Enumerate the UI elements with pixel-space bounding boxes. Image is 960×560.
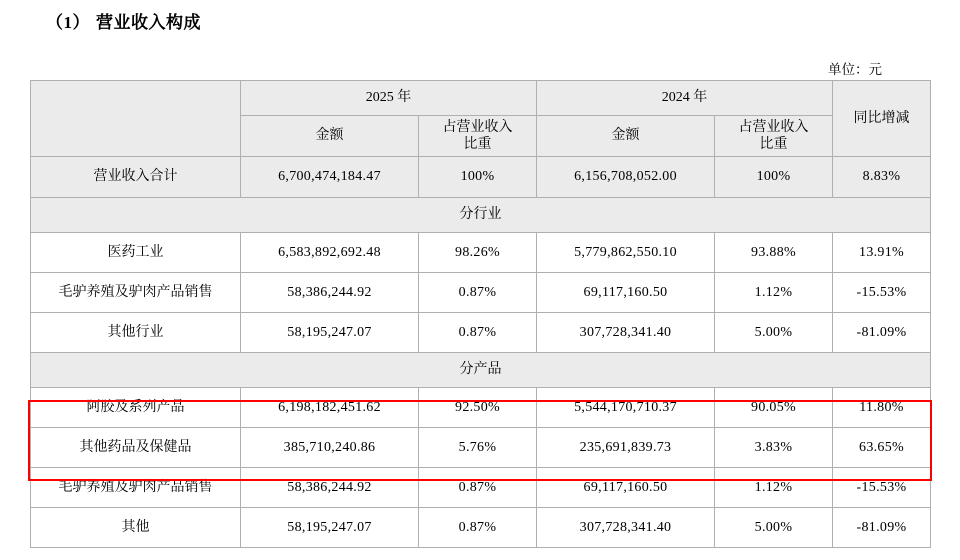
row-ratio-previous: 1.12% bbox=[715, 273, 833, 313]
row-label: 营业收入合计 bbox=[31, 157, 241, 198]
row-yoy: 8.83% bbox=[833, 157, 931, 198]
table-group-row bbox=[31, 353, 931, 388]
header-ratio-previous bbox=[715, 116, 833, 157]
revenue-composition-table bbox=[30, 80, 931, 548]
row-yoy: 63.65% bbox=[833, 428, 931, 468]
row-ratio-previous: 100% bbox=[715, 157, 833, 198]
row-label: 毛驴养殖及驴肉产品销售 bbox=[31, 468, 241, 508]
row-amount-current: 58,386,244.92 bbox=[241, 273, 419, 313]
table-row bbox=[31, 233, 931, 273]
header-corner bbox=[31, 81, 241, 157]
row-amount-current: 385,710,240.86 bbox=[241, 428, 419, 468]
table-group-row bbox=[31, 198, 931, 233]
row-ratio-current: 92.50% bbox=[419, 388, 537, 428]
row-amount-previous: 69,117,160.50 bbox=[537, 468, 715, 508]
header-ratio-previous-line2: 比重 bbox=[759, 137, 788, 152]
row-amount-current: 58,195,247.07 bbox=[241, 313, 419, 353]
row-amount-previous: 307,728,341.40 bbox=[537, 508, 715, 548]
page-title bbox=[46, 8, 201, 33]
table-row bbox=[31, 468, 931, 508]
row-ratio-previous: 5.00% bbox=[715, 313, 833, 353]
section-number: （1） bbox=[46, 13, 90, 32]
row-yoy: -81.09% bbox=[833, 508, 931, 548]
row-ratio-previous: 93.88% bbox=[715, 233, 833, 273]
row-label: 其他药品及保健品 bbox=[31, 428, 241, 468]
row-label: 毛驴养殖及驴肉产品销售 bbox=[31, 273, 241, 313]
table-header-row-1 bbox=[31, 81, 931, 116]
table-row bbox=[31, 388, 931, 428]
row-ratio-current: 5.76% bbox=[419, 428, 537, 468]
row-amount-current: 6,198,182,451.62 bbox=[241, 388, 419, 428]
header-yoy: 同比增减 bbox=[833, 81, 931, 157]
row-ratio-current: 98.26% bbox=[419, 233, 537, 273]
header-amount-current: 金额 bbox=[241, 116, 419, 157]
row-ratio-current: 100% bbox=[419, 157, 537, 198]
row-ratio-current: 0.87% bbox=[419, 313, 537, 353]
row-ratio-previous: 1.12% bbox=[715, 468, 833, 508]
row-label: 阿胶及系列产品 bbox=[31, 388, 241, 428]
row-amount-previous: 69,117,160.50 bbox=[537, 273, 715, 313]
group-label: 分行业 bbox=[31, 198, 931, 233]
row-yoy: 11.80% bbox=[833, 388, 931, 428]
row-ratio-previous: 90.05% bbox=[715, 388, 833, 428]
unit-note: 单位：元 bbox=[828, 62, 882, 77]
row-label: 医药工业 bbox=[31, 233, 241, 273]
table-row bbox=[31, 508, 931, 548]
row-amount-previous: 6,156,708,052.00 bbox=[537, 157, 715, 198]
row-ratio-current: 0.87% bbox=[419, 468, 537, 508]
row-yoy: -15.53% bbox=[833, 273, 931, 313]
header-ratio-current-line2: 比重 bbox=[463, 137, 492, 152]
row-amount-previous: 5,544,170,710.37 bbox=[537, 388, 715, 428]
row-yoy: -81.09% bbox=[833, 313, 931, 353]
table-row bbox=[31, 428, 931, 468]
header-ratio-previous-line1: 占营业收入 bbox=[738, 119, 809, 135]
row-amount-previous: 307,728,341.40 bbox=[537, 313, 715, 353]
row-label: 其他 bbox=[31, 508, 241, 548]
row-yoy: 13.91% bbox=[833, 233, 931, 273]
row-amount-current: 6,700,474,184.47 bbox=[241, 157, 419, 198]
row-amount-previous: 235,691,839.73 bbox=[537, 428, 715, 468]
header-year-previous: 2024 年 bbox=[537, 81, 833, 116]
row-amount-current: 6,583,892,692.48 bbox=[241, 233, 419, 273]
table-row bbox=[31, 273, 931, 313]
row-yoy: -15.53% bbox=[833, 468, 931, 508]
section-title-text: 营业收入构成 bbox=[96, 13, 201, 32]
header-year-current: 2025 年 bbox=[241, 81, 537, 116]
header-amount-previous: 金额 bbox=[537, 116, 715, 157]
row-label: 其他行业 bbox=[31, 313, 241, 353]
row-ratio-previous: 3.83% bbox=[715, 428, 833, 468]
table-row bbox=[31, 313, 931, 353]
row-amount-current: 58,195,247.07 bbox=[241, 508, 419, 548]
row-ratio-current: 0.87% bbox=[419, 273, 537, 313]
row-amount-previous: 5,779,862,550.10 bbox=[537, 233, 715, 273]
header-ratio-current-line1: 占营业收入 bbox=[442, 119, 513, 135]
row-amount-current: 58,386,244.92 bbox=[241, 468, 419, 508]
row-ratio-previous: 5.00% bbox=[715, 508, 833, 548]
table-row bbox=[31, 157, 931, 198]
header-ratio-current bbox=[419, 116, 537, 157]
row-ratio-current: 0.87% bbox=[419, 508, 537, 548]
group-label: 分产品 bbox=[31, 353, 931, 388]
